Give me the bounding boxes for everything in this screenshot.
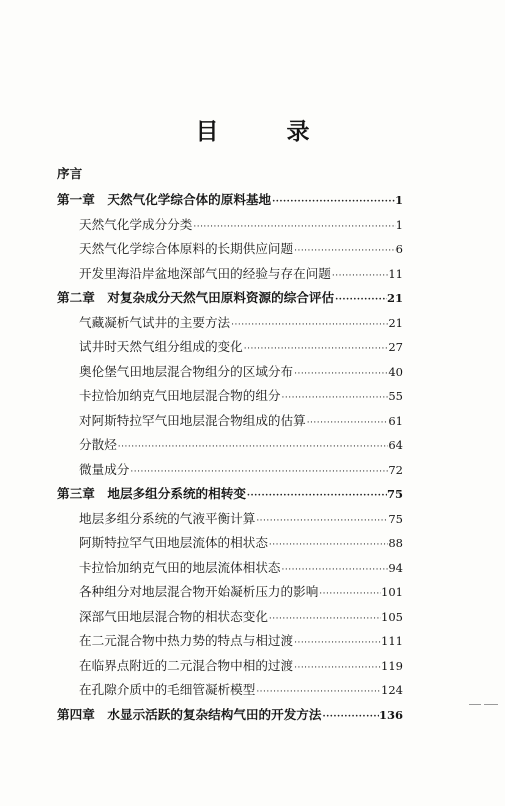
toc-section-3-6-title: 在二元混合物中热力势的特点与相过渡 [79,633,294,648]
toc-section-2-5[interactable] [57,410,403,435]
toc-chapter-2[interactable] [57,287,403,312]
toc-section-3-3-title: 卡拉恰加纳克气田的地层流体相状态 [79,559,281,575]
dot-leader [255,687,381,697]
dot-leader [246,491,387,501]
toc-section-3-7[interactable] [57,655,403,680]
dot-leader [129,467,388,477]
toc-section-3-8[interactable] [57,679,403,704]
toc-chapter-3[interactable] [57,483,403,508]
toc-preface[interactable] [57,163,403,189]
toc-section-1-2-title: 天然气化学综合体原料的长期供应问题 [79,241,294,256]
dot-leader [331,271,388,281]
toc-section-3-5-page-number: 105 [381,609,403,624]
toc-section-2-5-title: 对阿斯特拉罕气田地层混合物组成的估算 [79,412,306,428]
dot-leader [271,197,395,207]
dot-leader [293,246,396,256]
toc-section-3-8-title: 在孔隙介质中的毛细管凝析模型 [79,682,256,697]
toc-chapter-3-page-number: 75 [386,487,403,501]
toc-chapter-3-title: 第三章 地层多组分系统的相转变 [57,486,246,501]
toc-section-2-2[interactable] [57,336,403,361]
toc-section-2-2-page-number: 27 [388,340,403,354]
toc-section-3-1-title: 地层多组分系统的气液平衡计算 [79,510,256,526]
dot-leader [321,712,379,722]
toc-section-2-4-page-number: 55 [388,389,403,403]
toc-chapter-4-page-number: 136 [378,707,403,722]
toc-section-3-4[interactable] [57,581,403,606]
scan-marks [469,700,499,712]
toc-section-1-3[interactable] [57,263,403,288]
toc-chapter-4[interactable] [57,704,403,729]
toc-section-3-3[interactable] [57,557,403,582]
toc-chapter-4-title: 第四章 水显示活跃的复杂结构气田的开发方法 [57,706,322,722]
dot-leader [293,638,381,648]
dot-leader [293,663,381,673]
toc-section-3-1-page-number: 75 [388,511,403,526]
toc-section-2-7-page-number: 72 [388,462,403,477]
toc-section-1-2[interactable] [57,238,403,263]
dot-leader [268,614,381,624]
dot-leader [293,369,388,379]
toc-section-3-2-title: 阿斯特拉罕气田地层流体的相状态 [79,535,268,550]
dot-leader [117,442,389,452]
toc-section-3-6[interactable] [57,630,403,655]
toc-section-2-4[interactable] [57,385,403,410]
toc-preface-label: 序言 [57,166,83,181]
toc-section-3-8-page-number: 124 [381,683,403,697]
toc-section-2-4-title: 卡拉恰加纳克气田地层混合物的组分 [79,388,281,403]
dot-leader [192,222,395,232]
table-of-contents [57,163,403,728]
toc-section-3-6-page-number: 111 [381,634,403,648]
toc-section-2-5-page-number: 61 [388,413,403,428]
toc-section-2-7[interactable] [57,459,403,484]
toc-section-2-6[interactable] [57,434,403,459]
toc-section-2-3[interactable] [57,361,403,386]
toc-chapter-2-page-number: 21 [386,291,403,305]
toc-section-3-7-page-number: 119 [381,658,403,673]
toc-section-3-5-title: 深部气田地层混合物的相状态变化 [79,608,268,624]
toc-section-3-2-page-number: 88 [388,536,403,550]
toc-section-2-1-title: 气藏凝析气试井的主要方法 [79,314,231,330]
dot-leader [243,344,389,354]
toc-section-1-1[interactable] [57,214,403,239]
toc-section-1-1-title: 天然气化学成分分类 [79,216,193,232]
toc-section-1-2-page-number: 6 [395,242,403,256]
toc-section-2-2-title: 试井时天然气组分组成的变化 [79,339,243,354]
dot-leader [268,540,388,550]
dot-leader [318,589,381,599]
toc-body [57,189,403,728]
dot-leader [306,418,389,428]
toc-section-3-1[interactable] [57,508,403,533]
dot-leader [230,320,388,330]
toc-section-1-3-title: 开发里海沿岸盆地深部气田的经验与存在问题 [79,265,331,281]
dot-leader [334,295,387,305]
toc-section-3-4-title: 各种组分对地层混合物开始凝析压力的影响 [79,584,319,599]
toc-chapter-1[interactable] [57,189,403,214]
toc-section-2-7-title: 微量成分 [79,461,130,477]
toc-section-2-6-title: 分散烃 [79,437,117,452]
toc-section-2-3-title: 奥伦堡气田地层混合物组分的区域分布 [79,363,294,379]
toc-section-3-3-page-number: 94 [388,560,403,575]
toc-section-3-4-page-number: 101 [381,585,403,599]
toc-section-2-1[interactable] [57,312,403,337]
toc-section-2-6-page-number: 64 [388,438,403,452]
page-title: 目 录 [195,118,340,145]
dot-leader [281,393,389,403]
toc-section-1-3-page-number: 11 [388,266,403,281]
toc-chapter-2-title: 第二章 对复杂成分天然气田原料资源的综合评估 [57,290,335,305]
toc-section-3-2[interactable] [57,532,403,557]
toc-chapter-1-title: 第一章 天然气化学综合体的原料基地 [57,192,272,207]
toc-section-3-5[interactable] [57,606,403,631]
dot-leader [281,565,389,575]
toc-section-3-7-title: 在临界点附近的二元混合物中相的过渡 [79,657,294,673]
toc-section-1-1-page-number: 1 [395,217,403,232]
toc-chapter-1-page-number: 1 [394,193,403,207]
toc-section-2-1-page-number: 21 [388,315,403,330]
toc-section-2-3-page-number: 40 [388,364,403,379]
dot-leader [255,516,388,526]
